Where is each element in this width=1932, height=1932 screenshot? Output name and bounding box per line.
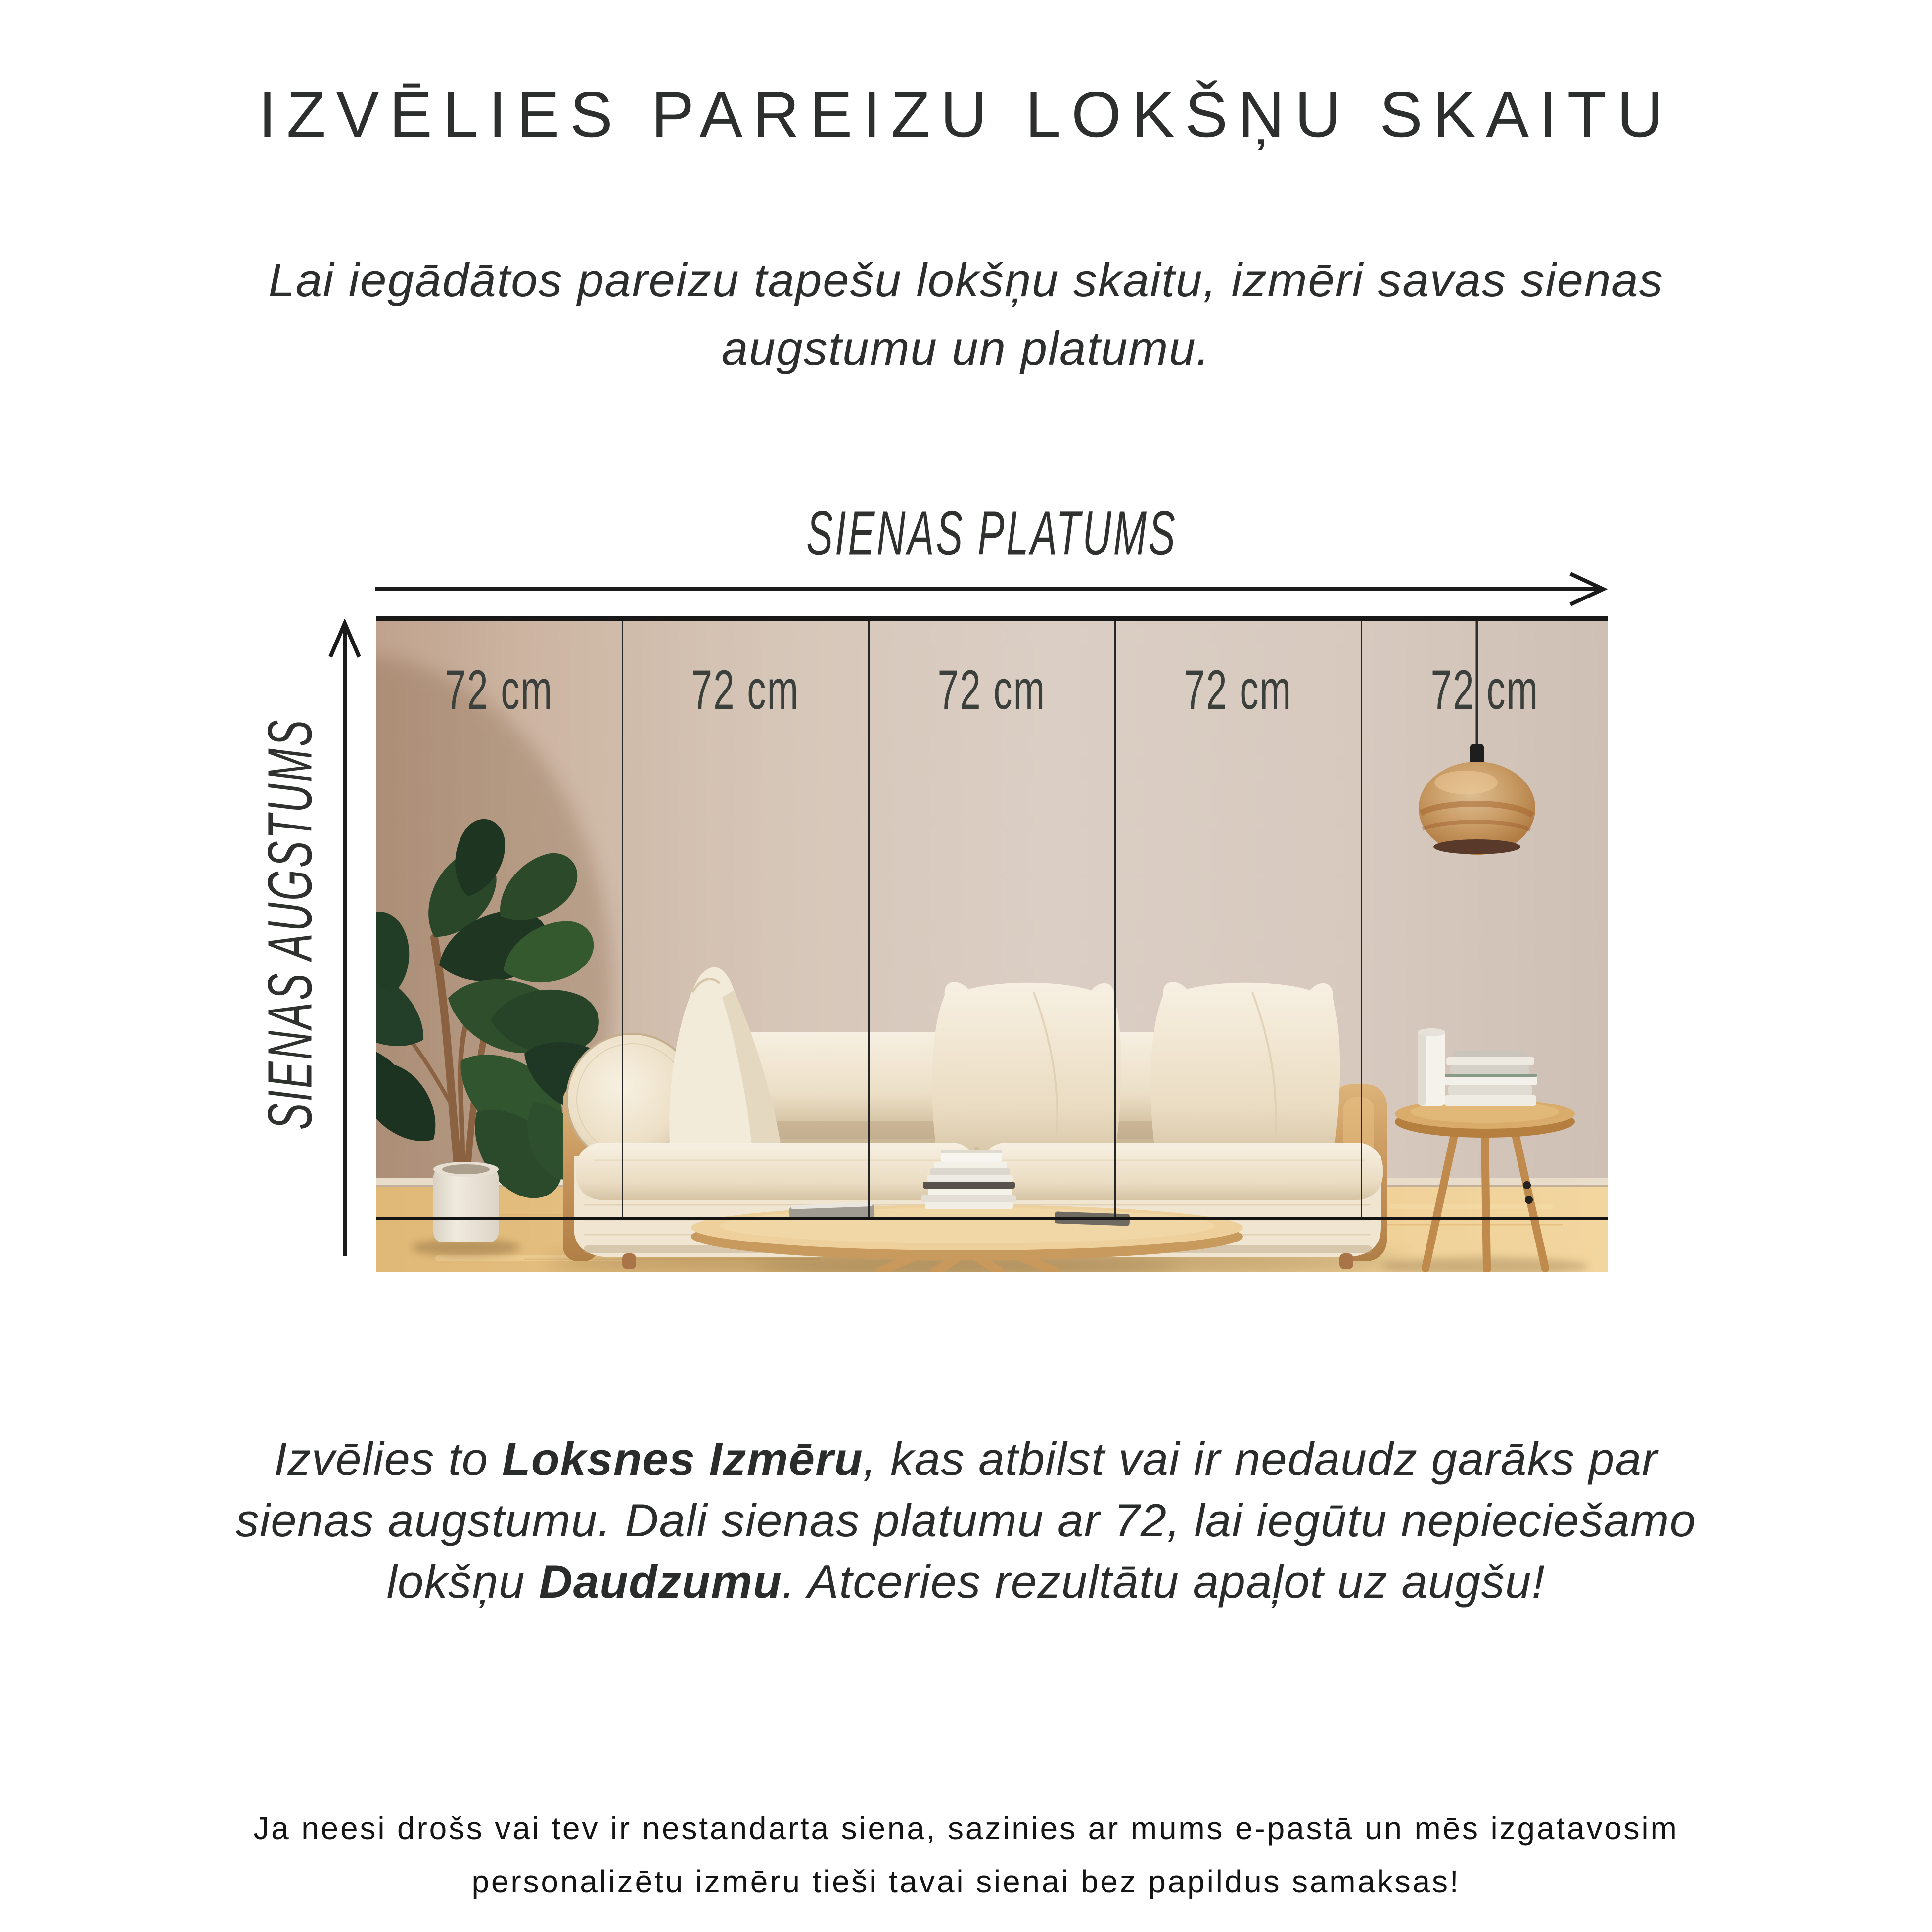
panel-divider-line (622, 621, 623, 1219)
instructions-line-1 (0, 1428, 1932, 1490)
panel-width-label: 72 cm (1430, 659, 1539, 721)
subtitle-line-2: augstumu un platumu. (721, 322, 1211, 375)
bottom-measure-line (376, 1217, 1608, 1220)
instructions-segment: lokšņu (386, 1556, 539, 1608)
panel-divider-line (1114, 621, 1116, 1219)
subtitle (0, 246, 1932, 383)
instructions-bold-quantity: Daudzumu (539, 1556, 782, 1608)
width-arrow-icon (373, 567, 1610, 611)
wall-width-label: SIENAS PLATUMS (806, 498, 1177, 568)
footer-line-1: Ja neesi drošs vai tev ir nestandarta siena, sazinies ar mums e-pastā un mēs izgatavosim (253, 1810, 1679, 1846)
instructions-segment: . Atceries rezultātu apaļot uz augšu! (782, 1556, 1546, 1608)
instructions-text (0, 1428, 1932, 1612)
panel-width-label: 72 cm (691, 659, 800, 721)
panel-divider-line (868, 621, 870, 1219)
room-photo (376, 616, 1608, 1272)
panel-width-label: 72 cm (1184, 659, 1292, 721)
instructions-segment: sienas augstumu. Dali sienas platumu ar 72, lai iegūtu nepieciešamo (235, 1494, 1697, 1546)
page-title: IZVĒLIES PAREIZU LOKŠŅU SKAITU (258, 78, 1674, 150)
panel-width-label: 72 cm (937, 659, 1046, 721)
wall-top-border-line (376, 616, 1608, 621)
instructions-segment: Izvēlies to (274, 1433, 502, 1485)
footer-line-2: personalizētu izmēru tieši tavai sienai bez papildus samaksas! (471, 1864, 1461, 1899)
instructions-line-3 (0, 1551, 1932, 1612)
instructions-bold-sheet-size: Loksnes Izmēru (502, 1433, 864, 1485)
instructions-line-2 (0, 1490, 1932, 1551)
subtitle-line-1: Lai iegādātos pareizu tapešu lokšņu skaitu, izmēri savas sienas (268, 254, 1664, 307)
footer-note (0, 1801, 1932, 1908)
wall-height-label: SIENAS AUGSTUMS (255, 718, 325, 1130)
panel-width-label: 72 cm (445, 659, 553, 721)
instructions-segment: , kas atbilst vai ir nedaudz garāks par (863, 1433, 1658, 1485)
panel-divider-line (1361, 621, 1362, 1219)
height-arrow-icon (322, 619, 367, 1260)
